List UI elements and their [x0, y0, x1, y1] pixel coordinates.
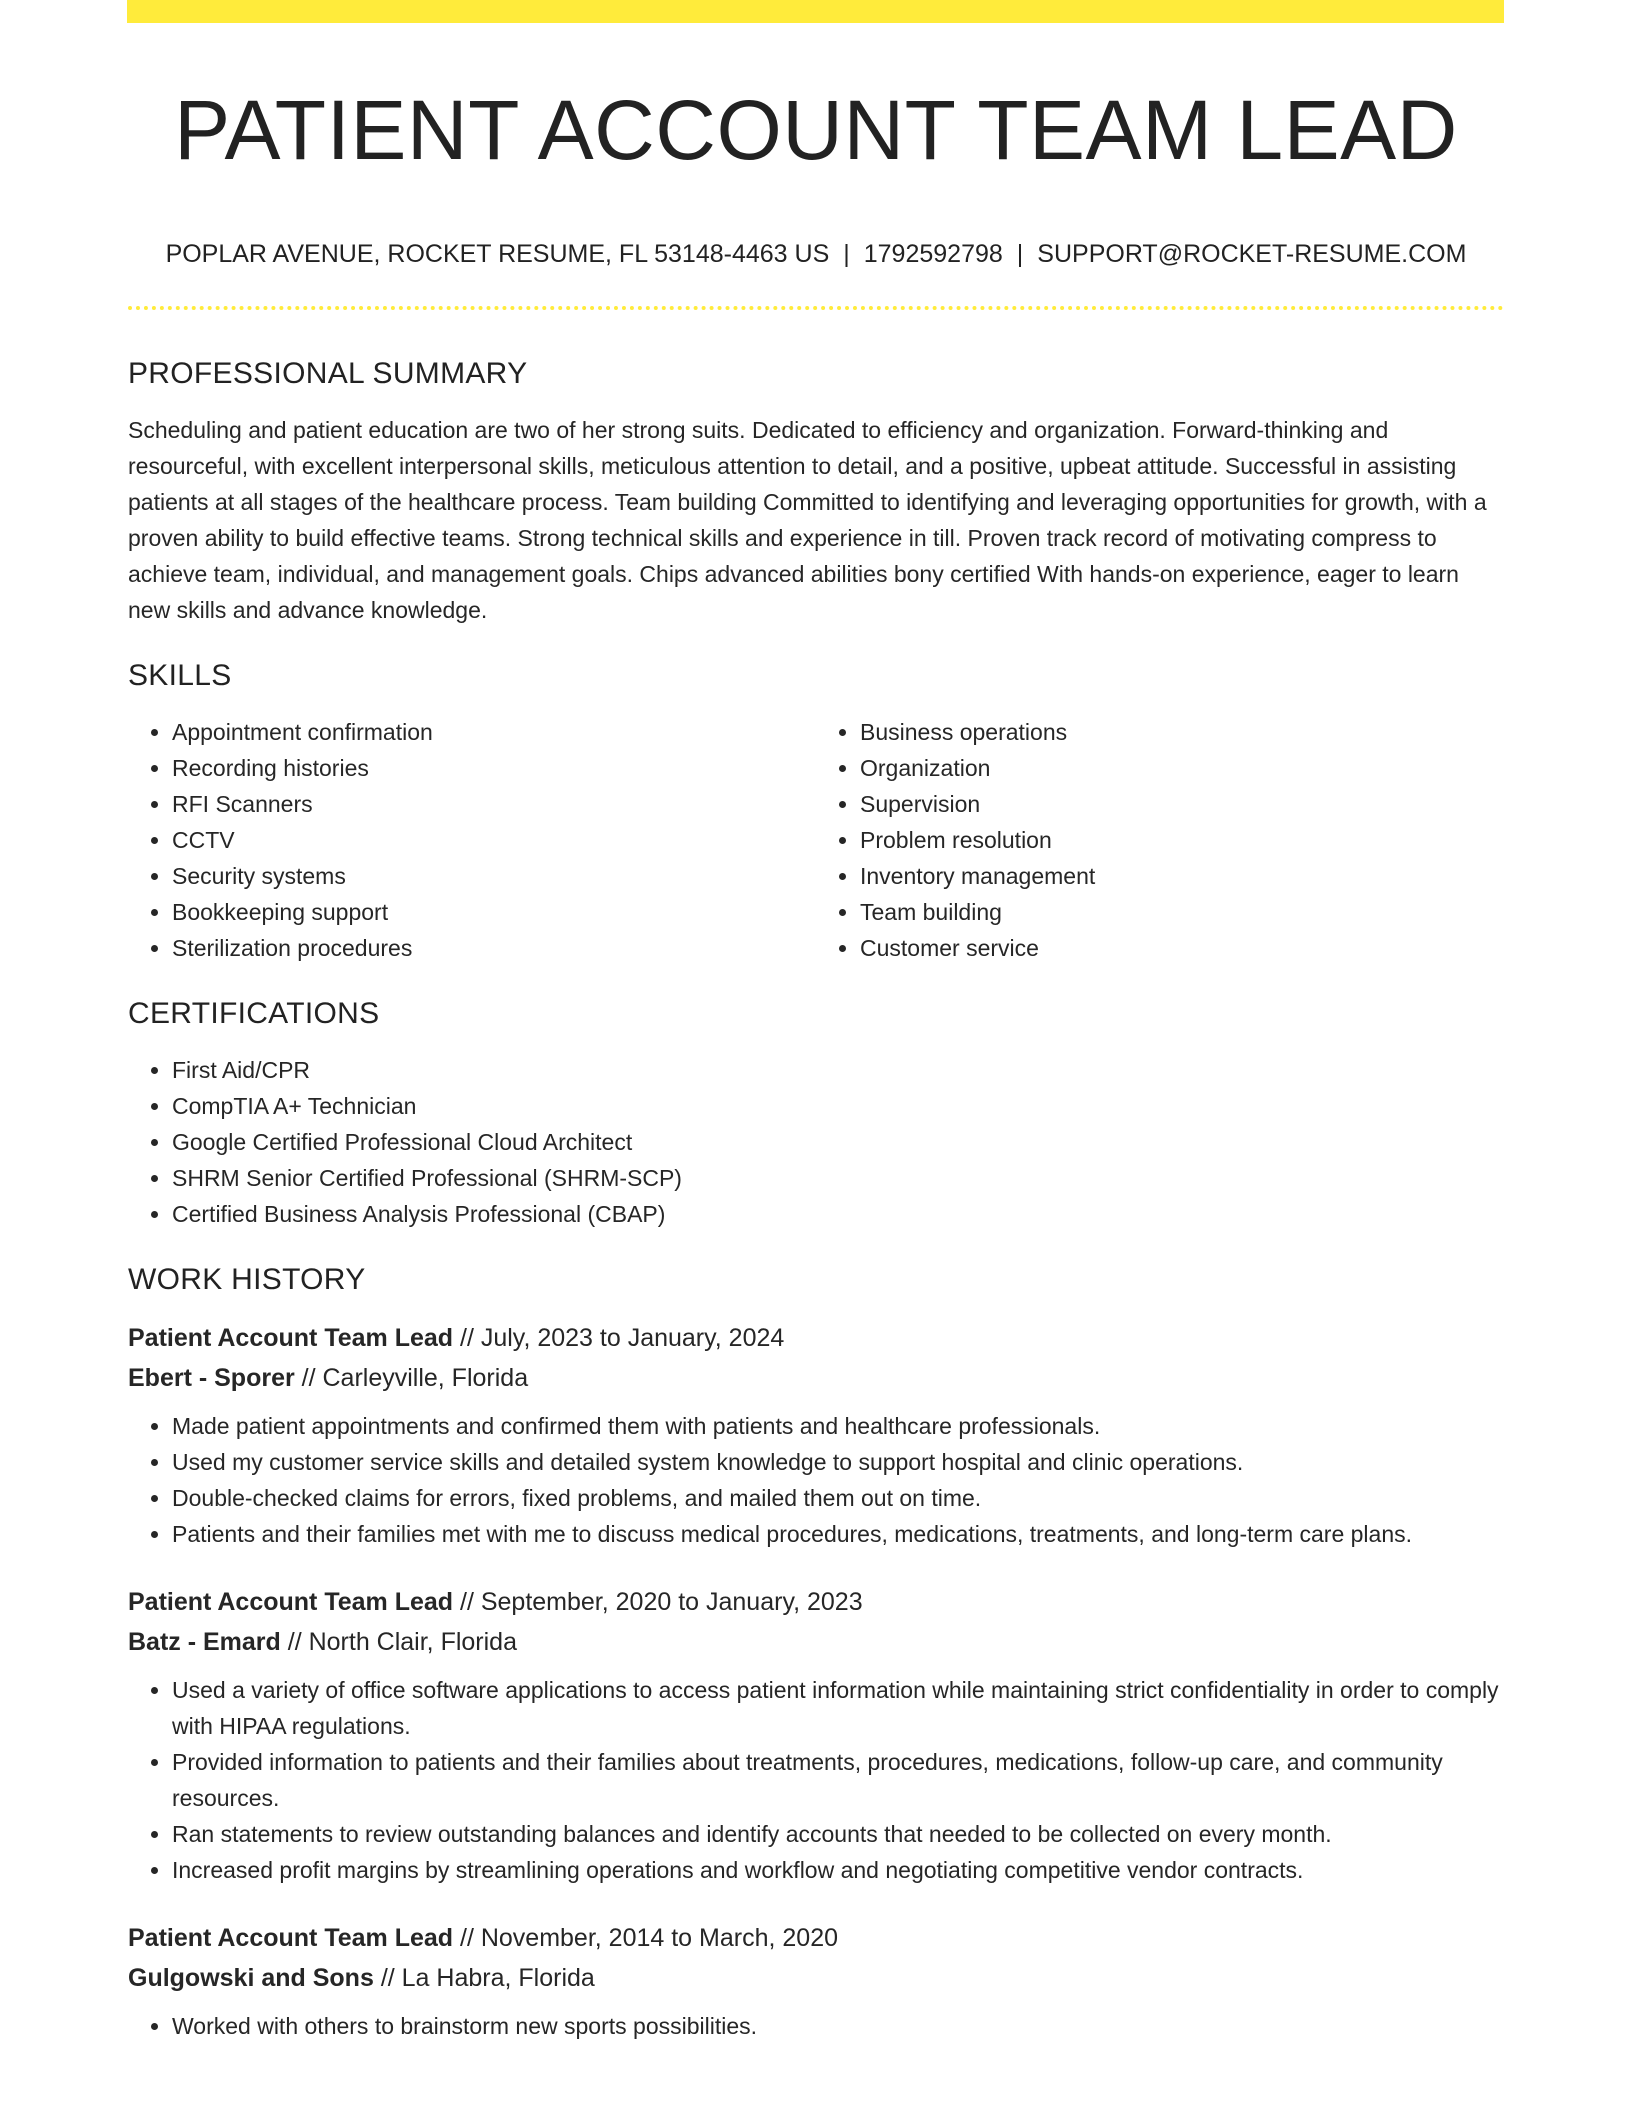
- skill-item: • Security systems: [172, 858, 816, 894]
- certification-item: • CompTIA A+ Technician: [172, 1088, 1504, 1124]
- work-history-section: [128, 1258, 1504, 2044]
- job-bullets: [128, 1408, 1504, 1552]
- certifications-list: [128, 1052, 1504, 1232]
- job-bullets: [128, 1672, 1504, 1888]
- job-title: Patient Account Team Lead: [128, 1324, 454, 1352]
- certifications-section: [128, 992, 1504, 1232]
- job-bullet: • Double-checked claims for errors, fixed problems, and mailed them out on time.: [172, 1480, 1504, 1516]
- job-entry: [128, 1318, 1504, 1552]
- job-bullet: • Worked with others to brainstorm new sports possibilities.: [172, 2008, 1504, 2044]
- skills-list-right: [816, 714, 1504, 966]
- job-company-line: [128, 1358, 1504, 1398]
- work-history-heading: WORK HISTORY: [128, 1263, 366, 1296]
- job-bullet: • Made patient appointments and confirmed them with patients and healthcare professionals.: [172, 1408, 1504, 1444]
- job-dates: // September, 2020 to January, 2023: [453, 1588, 863, 1616]
- job-bullets: [128, 2008, 1504, 2044]
- skill-item: • Recording histories: [172, 750, 816, 786]
- skill-item: • RFI Scanners: [172, 786, 816, 822]
- job-bullet: • Used a variety of office software applications to access patient information while maintaining strict confidentiality in order to comply with HIPAA regulations.: [172, 1672, 1504, 1744]
- contact-line: [128, 236, 1504, 272]
- summary-text: Scheduling and patient education are two of her strong suits. Dedicated to efficiency and organization. Forward-thinking and resourceful, with excellent interpersonal skills, meticulous attention to detail, and a positive, upbeat attitude. Successful in assisting patients at all stages of the healthcare process. Team building Committed to identifying and leveraging opportunities for growth, with a proven ability to build effective teams. Strong technical skills and experience in till. Proven track record of motivating compress to achieve team, individual, and management goals. Chips advanced abilities bony certified With hands-on experience, eager to learn new skills and advance knowledge.: [128, 417, 1487, 623]
- skill-item: • Appointment confirmation: [172, 714, 816, 750]
- job-dates: // November, 2014 to March, 2020: [453, 1924, 838, 1952]
- job-company: Batz - Emard: [128, 1628, 281, 1656]
- skill-item: • Supervision: [860, 786, 1504, 822]
- job-entry: [128, 1918, 1504, 2044]
- address-text: POPLAR AVENUE, ROCKET RESUME, FL 53148-4463 US: [165, 240, 830, 268]
- job-bullet: • Patients and their families met with me to discuss medical procedures, medications, treatments, and long-term care plans.: [172, 1516, 1504, 1552]
- job-location: // Carleyville, Florida: [294, 1364, 529, 1392]
- job-location: // North Clair, Florida: [280, 1628, 517, 1656]
- skills-list-left: [128, 714, 816, 966]
- job-dates: // July, 2023 to January, 2024: [453, 1324, 785, 1352]
- skill-item: • CCTV: [172, 822, 816, 858]
- summary-heading: PROFESSIONAL SUMMARY: [128, 357, 528, 390]
- certification-item: • Google Certified Professional Cloud Architect: [172, 1124, 1504, 1160]
- certification-item: • First Aid/CPR: [172, 1052, 1504, 1088]
- skill-item: • Problem resolution: [860, 822, 1504, 858]
- job-bullet: • Used my customer service skills and detailed system knowledge to support hospital and clinic operations.: [172, 1444, 1504, 1480]
- job-location: // La Habra, Florida: [373, 1964, 595, 1992]
- email-text: SUPPORT@ROCKET-RESUME.COM: [1037, 240, 1467, 268]
- certification-item: • Certified Business Analysis Professional (CBAP): [172, 1196, 1504, 1232]
- dotted-divider: [128, 306, 1504, 310]
- phone-text: 1792592798: [863, 240, 1003, 268]
- job-company-line: [128, 1622, 1504, 1662]
- job-company: Gulgowski and Sons: [128, 1964, 374, 1992]
- page-title: PATIENT ACCOUNT TEAM LEAD: [174, 83, 1458, 177]
- job-title: Patient Account Team Lead: [128, 1588, 454, 1616]
- skill-item: • Sterilization procedures: [172, 930, 816, 966]
- job-title-line: [128, 1582, 1504, 1622]
- job-title-line: [128, 1318, 1504, 1358]
- skills-section: [128, 654, 1504, 966]
- job-bullet: • Increased profit margins by streamlining operations and workflow and negotiating competitive vendor contracts.: [172, 1852, 1504, 1888]
- job-company-line: [128, 1958, 1504, 1998]
- skills-heading: SKILLS: [128, 659, 232, 692]
- skill-item: • Inventory management: [860, 858, 1504, 894]
- resume-body: [128, 352, 1504, 2074]
- skill-item: • Customer service: [860, 930, 1504, 966]
- contact-separator: |: [1016, 240, 1024, 268]
- job-title: Patient Account Team Lead: [128, 1924, 454, 1952]
- contact-separator: |: [843, 240, 850, 268]
- certification-item: • SHRM Senior Certified Professional (SHRM-SCP): [172, 1160, 1504, 1196]
- summary-section: [128, 352, 1504, 628]
- job-entry: [128, 1582, 1504, 1888]
- job-company: Ebert - Sporer: [128, 1364, 295, 1392]
- job-bullet: • Provided information to patients and their families about treatments, procedures, medications, follow-up care, and community resources.: [172, 1744, 1504, 1816]
- job-title-line: [128, 1918, 1504, 1958]
- skill-item: • Organization: [860, 750, 1504, 786]
- certifications-heading: CERTIFICATIONS: [128, 997, 380, 1030]
- skills-columns: [128, 714, 1504, 966]
- job-bullet: • Ran statements to review outstanding balances and identify accounts that needed to be collected on every month.: [172, 1816, 1504, 1852]
- skill-item: • Business operations: [860, 714, 1504, 750]
- accent-top-bar: [127, 0, 1504, 23]
- skill-item: • Bookkeeping support: [172, 894, 816, 930]
- skill-item: • Team building: [860, 894, 1504, 930]
